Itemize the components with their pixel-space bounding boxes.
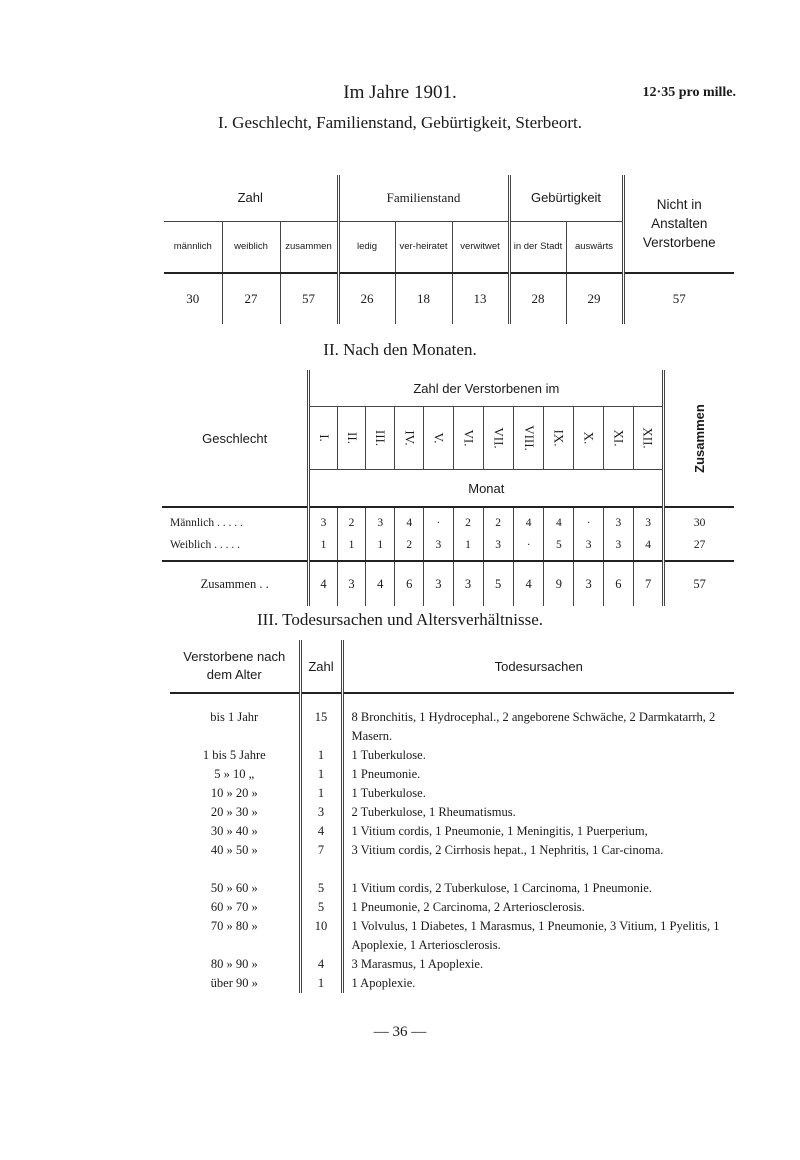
sum-value-10: 3 (574, 561, 604, 606)
month-values-9 (544, 507, 574, 561)
sum-value-4: 6 (395, 561, 424, 606)
death-count: 1 (317, 767, 325, 781)
month-header-5: V. (424, 407, 453, 470)
month-header-11: XI. (603, 407, 633, 470)
monat-header: Monat (309, 470, 664, 508)
cause-text: 3 Marasmus, 1 Apoplexie. (351, 957, 484, 971)
month-value: 1 (377, 539, 384, 551)
value-ledig: 26 (338, 273, 395, 324)
cause-text: 1 Vitium cordis, 2 Tuberkulose, 1 Carcinoma, 1 Pneumonie. (351, 881, 652, 895)
death-count: 5 (317, 900, 325, 914)
death-count: 1 (317, 786, 325, 800)
sum-value-11: 6 (603, 561, 633, 606)
sub-weiblich: weiblich (222, 221, 280, 273)
zahl-column (300, 693, 342, 993)
month-header-8: VIII. (513, 407, 544, 470)
age-group: 40 » 50 » (210, 843, 258, 857)
month-values-4 (395, 507, 424, 561)
sum-value-5: 3 (424, 561, 453, 606)
value-anstalten: 57 (623, 273, 734, 324)
sum-value-9: 9 (544, 561, 574, 606)
cause-column (342, 693, 734, 993)
gender-month-rows (162, 507, 734, 561)
section-2-title: II. Nach den Monaten. (323, 340, 477, 359)
month-values-10 (574, 507, 604, 561)
year-title: Im Jahre 1901. (343, 82, 457, 103)
month-value: 4 (556, 517, 562, 529)
cause-text: 3 Vitium cordis, 2 Cirrhosis hepat., 1 Nephritis, 1 Car-cinoma. (351, 843, 664, 857)
group-anstalten: Nicht in Anstalten Verstorbene (623, 175, 734, 273)
age-header: Verstorbene nach dem Alter (170, 640, 300, 693)
month-header-4: IV. (395, 407, 424, 470)
month-value: 4 (645, 539, 651, 551)
month-header-1: I. (309, 407, 337, 470)
month-value: 2 (406, 539, 413, 551)
age-group: 70 » 80 » (210, 919, 258, 933)
zahl-header: Zahl (300, 640, 342, 693)
table-months (162, 370, 734, 606)
cause-text: 1 Tuberkulose. (351, 748, 426, 762)
month-header-6: VI. (453, 407, 483, 470)
month-value: 5 (556, 539, 562, 551)
cause-text: 1 Vitium cordis, 1 Pneumonie, 1 Meningitis, 1 Puerperium, (351, 824, 648, 838)
sub-zusammen: zusammen (280, 221, 338, 273)
value-zusammen: 57 (280, 273, 338, 324)
value-weiblich: 27 (222, 273, 280, 324)
section-3-title: III. Todesursachen und Altersverhältnisse. (256, 610, 543, 629)
table-gender-status (164, 175, 734, 324)
group-zahl: Zahl (237, 190, 263, 206)
table-causes (170, 640, 734, 993)
zusammen-header: Zusammen (664, 370, 734, 507)
cause-text: 2 Tuberkulose, 1 Rheumatismus. (351, 805, 516, 819)
month-header-10: X. (574, 407, 604, 470)
sub-ledig: ledig (338, 221, 395, 273)
month-value: 2 (465, 517, 471, 529)
value-maennlich: 30 (164, 273, 222, 324)
zahl-verstorbenen-header: Zahl der Verstorbenen im (309, 370, 664, 407)
month-values-5 (424, 507, 453, 561)
month-value: · (436, 517, 441, 529)
month-value: 1 (320, 539, 327, 551)
month-header-2: II. (337, 407, 366, 470)
gender-label: Männlich . . . . . (170, 517, 243, 529)
death-count: 7 (317, 843, 325, 857)
section-1-title: I. Geschlecht, Familienstand, Gebürtigkeit, Sterbeort. (218, 113, 582, 132)
month-value: 1 (465, 539, 471, 551)
month-value: 1 (348, 539, 355, 551)
month-value: 4 (406, 517, 413, 529)
sum-value-12: 7 (633, 561, 663, 606)
sub-maennlich: männlich (173, 241, 212, 253)
sum-value-6: 3 (453, 561, 483, 606)
gender-labels (162, 507, 309, 561)
cause-text: 1 Tuberkulose. (351, 786, 426, 800)
value-auswaerts: 29 (566, 273, 623, 324)
death-count: 3 (317, 805, 325, 819)
month-value: 3 (615, 517, 622, 529)
geschlecht-header: Geschlecht (202, 430, 268, 446)
month-values-7 (483, 507, 513, 561)
age-group: 10 » 20 » (210, 786, 258, 800)
cause-text: 1 Pneumonie. (351, 767, 421, 781)
age-group: 60 » 70 » (210, 900, 258, 914)
month-value: 3 (377, 517, 384, 529)
death-count: 1 (317, 748, 325, 762)
month-values-8 (513, 507, 544, 561)
death-count: 10 (314, 919, 328, 933)
death-count: 5 (317, 881, 325, 895)
month-values-6 (453, 507, 483, 561)
month-value: 3 (645, 517, 651, 529)
sum-value-2: 3 (337, 561, 366, 606)
month-value: 4 (525, 517, 532, 529)
gender-totals (664, 507, 734, 561)
sum-value-3: 4 (366, 561, 395, 606)
month-value: 2 (348, 517, 355, 529)
death-count: 4 (317, 824, 325, 838)
month-value: 3 (615, 539, 622, 551)
sum-label: Zusammen . . (162, 561, 309, 606)
month-value: · (526, 539, 531, 551)
value-in-der-stadt: 28 (509, 273, 566, 324)
value-verwitwet: 13 (452, 273, 509, 324)
month-value: 3 (320, 517, 327, 529)
sum-value-1: 4 (309, 561, 337, 606)
month-header-12: XII. (633, 407, 663, 470)
age-group: 80 » 90 » (210, 957, 258, 971)
cause-header: Todesursachen (342, 640, 734, 693)
month-values-2 (337, 507, 366, 561)
age-group: bis 1 Jahr (210, 710, 259, 724)
month-value: 3 (495, 539, 502, 551)
page-number: — 36 — (373, 1024, 427, 1040)
age-group: 5 » 10 „ (214, 767, 255, 781)
sub-verwitwet: verwitwet (452, 221, 509, 273)
death-count: 1 (317, 976, 325, 990)
age-group: 1 bis 5 Jahre (202, 748, 266, 762)
value-verheiratet: 18 (395, 273, 452, 324)
age-column (170, 693, 300, 993)
cause-text: 1 Pneumonie, 2 Carcinoma, 2 Arteriosclerosis. (351, 900, 585, 914)
age-group: 30 » 40 » (210, 824, 258, 838)
gender-label: Weiblich . . . . . (170, 539, 240, 551)
month-value: 3 (435, 539, 442, 551)
age-group: über 90 » (210, 976, 258, 990)
cause-text: 1 Volvulus, 1 Diabetes, 1 Marasmus, 1 Pneumonie, 3 Vitium, 1 Pyelitis, 1 Apoplexie, 1 Arteriosclerosis. (351, 919, 720, 952)
month-header-9: IX. (544, 407, 574, 470)
cause-text: 8 Bronchitis, 1 Hydrocephal., 2 angeborene Schwäche, 2 Darmkatarrh, 2 Masern. (351, 710, 716, 743)
sum-value-7: 5 (483, 561, 513, 606)
month-values-1 (309, 507, 337, 561)
sub-verheiratet: ver-heiratet (395, 221, 452, 273)
month-value: 2 (495, 517, 502, 529)
month-header-7: VII. (483, 407, 513, 470)
sub-in-der-stadt: in der Stadt (509, 221, 566, 273)
group-familienstand: Familienstand (338, 175, 509, 221)
age-group: 50 » 60 » (210, 881, 258, 895)
month-values-3 (366, 507, 395, 561)
death-count: 15 (314, 710, 328, 724)
month-values-12 (633, 507, 663, 561)
month-value: · (586, 517, 591, 529)
group-geburtigkeit: Gebürtigkeit (509, 175, 623, 221)
death-count: 4 (317, 957, 325, 971)
age-group: 20 » 30 » (210, 805, 258, 819)
mortality-rate: 12·35 pro mille. (642, 85, 736, 100)
month-value: 3 (585, 539, 592, 551)
sub-auswaerts: auswärts (566, 221, 623, 273)
sum-total: 57 (664, 561, 734, 606)
sum-row (162, 561, 734, 606)
sum-value-8: 4 (513, 561, 544, 606)
cause-text: 1 Apoplexie. (351, 976, 416, 990)
month-header-3: III. (366, 407, 395, 470)
gender-total: 30 (693, 517, 706, 529)
month-values-11 (603, 507, 633, 561)
gender-total: 27 (693, 539, 706, 551)
page-header (0, 82, 800, 112)
